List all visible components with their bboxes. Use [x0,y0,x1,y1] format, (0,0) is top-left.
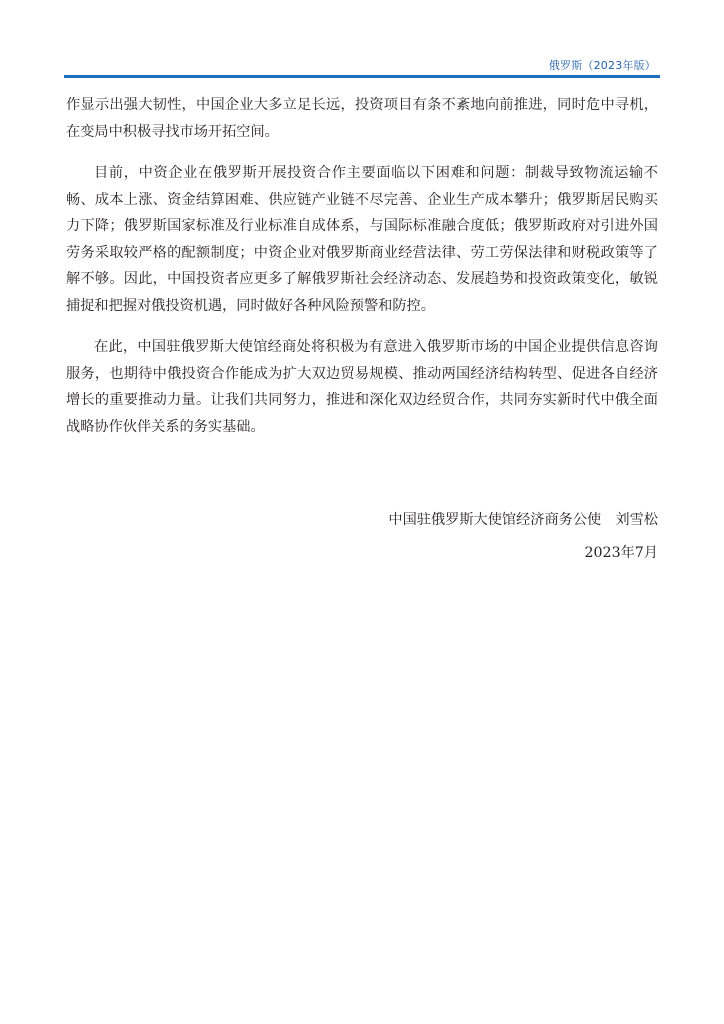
signature-author: 中国驻俄罗斯大使馆经济商务公使 刘雪松 [388,512,658,528]
header-rule [64,75,660,78]
body-text [66,92,658,455]
signature-block [388,507,658,566]
paragraph-difficulties: 目前，中资企业在俄罗斯开展投资合作主要面临以下困难和问题：制裁导致物流运输不畅、成本上涨、资金结算困难、供应链产业链不尽完善、企业生产成本攀升；俄罗斯居民购买力下降；俄罗斯国家标准及行业标准自成体系，与国际标准融合度低；俄罗斯政府对引进外国劳务采取较严格的配额制度；中资企业对俄罗斯商业经营法律、劳工劳保法律和财税政策等了解不够。因此，中国投资者应更多了解俄罗斯社会经济动态、发展趋势和投资政策变化，敏锐捕捉和把握对俄投资机遇，同时做好各种风险预警和防控。 [66,165,658,314]
paragraph-continued: 作显示出强大韧性，中国企业大多立足长远，投资项目有条不紊地向前推进，同时危中寻机，在变局中积极寻找市场开拓空间。 [66,97,658,140]
signature-date: 2023年7月 [584,545,658,561]
paragraph-closing: 在此，中国驻俄罗斯大使馆经商处将积极为有意进入俄罗斯市场的中国企业提供信息咨询服务，也期待中俄投资合作能成为扩大双边贸易规模、推动两国经济结构转型、促进各自经济增长的重要推动力量。让我们共同努力，推进和深化双边经贸合作，共同夯实新时代中俄全面战略协作伙伴关系的务实基础。 [66,339,658,435]
running-header-title: 俄罗斯（2023年版） [548,59,656,72]
